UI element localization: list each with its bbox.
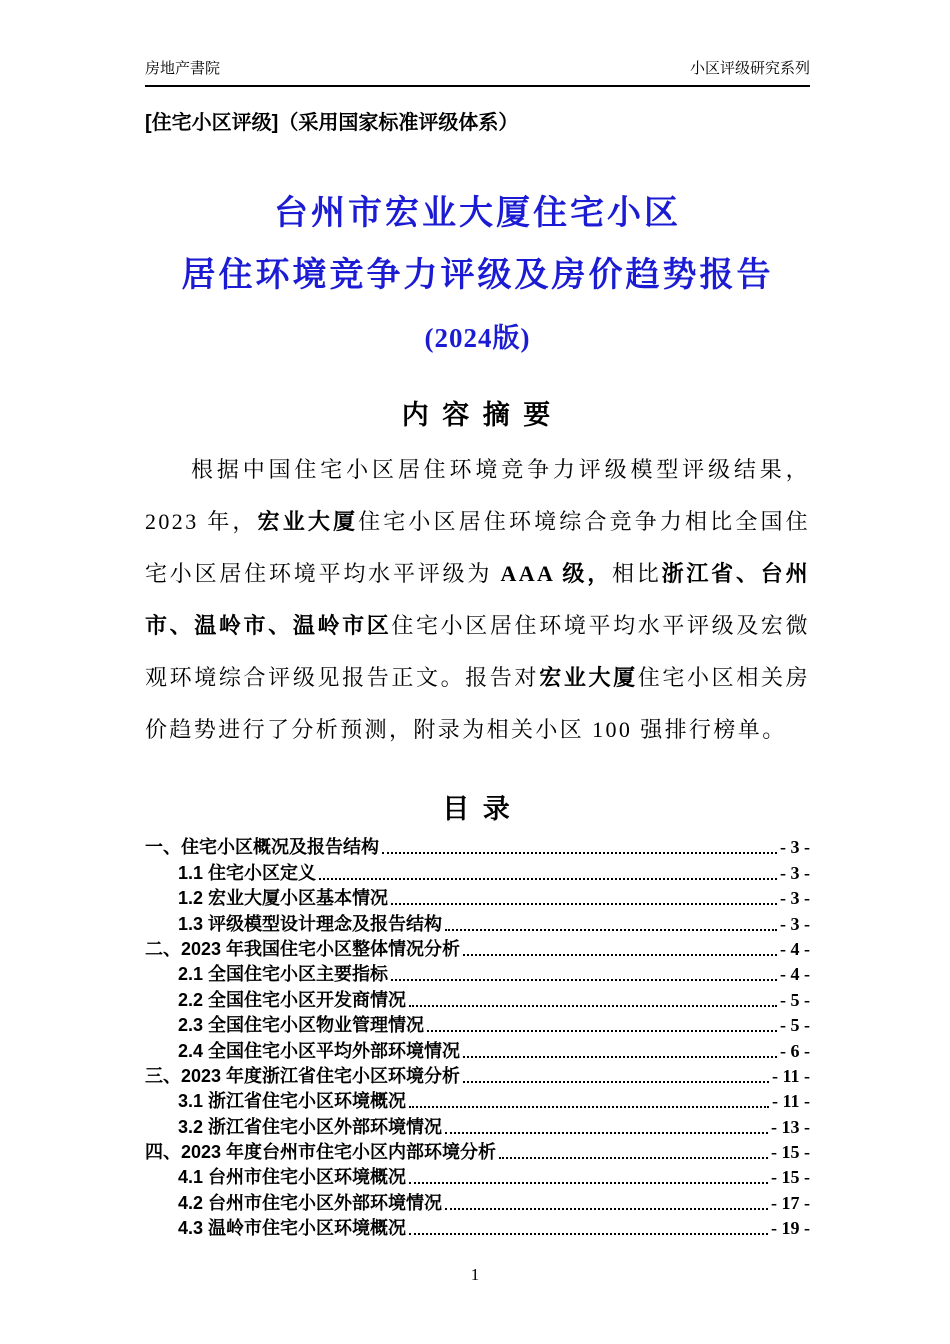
- toc-entry-label: 1.1 住宅小区定义: [178, 862, 317, 883]
- toc-entry-page: - 17 -: [771, 1192, 810, 1213]
- toc-entry[interactable]: [145, 1139, 810, 1164]
- toc-entry[interactable]: [145, 1113, 810, 1138]
- toc-entry-label: 4.2 台州市住宅小区外部环境情况: [178, 1192, 443, 1213]
- summary-segment: 住宅小区居住环境综合竞争力相比全国住宅小区居住环境平均水平评级为: [145, 509, 811, 586]
- toc-entry-label: 4.1 台州市住宅小区环境概况: [178, 1167, 407, 1188]
- toc-entry-label: 四、2023 年度台州市住宅小区内部环境分析: [145, 1142, 497, 1163]
- toc-entry-label: 4.3 温岭市住宅小区环境概况: [178, 1218, 407, 1239]
- toc-entry-page: - 13 -: [771, 1116, 810, 1137]
- report-edition: (2024版): [424, 323, 531, 353]
- rating-system-note: [住宅小区评级]（采用国家标准评级体系）: [145, 112, 519, 134]
- toc-entry-page: - 15 -: [771, 1142, 810, 1163]
- toc-entry[interactable]: [145, 1012, 810, 1037]
- toc-entry[interactable]: [145, 986, 810, 1011]
- summary-segment: 相比: [612, 561, 662, 586]
- toc-entry-page: - 5 -: [780, 1015, 810, 1036]
- toc-dot-leader: [391, 903, 777, 905]
- toc-entry-page: - 3 -: [780, 913, 810, 934]
- page-number: 1: [470, 1265, 480, 1284]
- toc-dot-leader: [445, 929, 777, 931]
- toc-entry-label: 一、住宅小区概况及报告结构: [145, 837, 379, 858]
- toc-entry-label: 3.1 浙江省住宅小区环境概况: [178, 1091, 407, 1112]
- toc-entry-page: - 3 -: [780, 862, 810, 883]
- toc-dot-leader: [463, 1056, 777, 1058]
- toc-entry-page: - 4 -: [780, 938, 810, 959]
- header-series-right: 小区评级研究系列: [689, 60, 810, 77]
- toc-entry-label: 三、2023 年度浙江省住宅小区环境分析: [145, 1065, 461, 1086]
- toc-entry-label: 2.3 全国住宅小区物业管理情况: [178, 1015, 425, 1036]
- toc-entry[interactable]: [145, 1164, 810, 1189]
- toc-entry[interactable]: [145, 859, 810, 884]
- toc-entry-label: 2.2 全国住宅小区开发商情况: [178, 989, 407, 1010]
- toc-dot-leader: [445, 1208, 768, 1210]
- toc-entry[interactable]: [145, 885, 810, 910]
- toc-entry[interactable]: [145, 1215, 810, 1240]
- toc-entry[interactable]: [145, 1063, 810, 1088]
- summary-segment: 住宅小区相关房价趋势进行了分析预测，附录为相关小区 100 强排行榜单。: [145, 665, 810, 742]
- toc-dot-leader: [463, 1081, 769, 1083]
- summary-segment: 根据中国住宅小区居住环境竞争力评级模型评级结果，2023 年，: [145, 457, 810, 534]
- toc-dot-leader: [409, 1005, 777, 1007]
- toc-heading: 目 录: [442, 794, 513, 824]
- toc-entry[interactable]: [145, 1088, 810, 1113]
- toc-entry-page: - 19 -: [771, 1218, 810, 1239]
- toc-entry-label: 2.4 全国住宅小区平均外部环境情况: [178, 1040, 461, 1061]
- toc-entry[interactable]: [145, 936, 810, 961]
- table-of-contents: [145, 834, 810, 1240]
- toc-entry-label: 3.2 浙江省住宅小区外部环境情况: [178, 1116, 443, 1137]
- toc-entry-label: 2.1 全国住宅小区主要指标: [178, 964, 389, 985]
- toc-entry[interactable]: [145, 834, 810, 859]
- toc-dot-leader: [409, 1182, 768, 1184]
- report-title-line1: 台州市宏业大厦住宅小区: [274, 195, 681, 232]
- toc-dot-leader: [445, 1132, 768, 1134]
- toc-entry-page: - 5 -: [780, 989, 810, 1010]
- summary-segment: 住宅小区居住环境平均水平评级及宏微观环境综合评级见报告正文。报告对: [145, 613, 810, 690]
- summary-bold-segment: 宏业大厦: [539, 665, 638, 690]
- header-series-left: 房地产書院: [145, 60, 221, 77]
- toc-entry-label: 1.2 宏业大厦小区基本情况: [178, 888, 389, 909]
- toc-entry-page: - 6 -: [780, 1040, 810, 1061]
- toc-dot-leader: [427, 1030, 777, 1032]
- toc-entry[interactable]: [145, 910, 810, 935]
- summary-bold-segment: 浙江省、台州市、温岭市、温岭市区: [145, 561, 810, 638]
- toc-entry-page: - 11 -: [772, 1065, 810, 1086]
- toc-entry-page: - 11 -: [772, 1091, 810, 1112]
- toc-entry-page: - 3 -: [780, 837, 810, 858]
- toc-entry-page: - 4 -: [780, 964, 810, 985]
- toc-entry-page: - 15 -: [771, 1167, 810, 1188]
- toc-entry[interactable]: [145, 1189, 810, 1214]
- toc-dot-leader: [391, 979, 777, 981]
- toc-entry-page: - 3 -: [780, 888, 810, 909]
- toc-dot-leader: [409, 1233, 768, 1235]
- summary-bold-segment: AAA 级，: [500, 561, 612, 586]
- toc-dot-leader: [382, 852, 777, 854]
- summary-paragraph: [145, 444, 810, 756]
- toc-entry[interactable]: [145, 1037, 810, 1062]
- toc-dot-leader: [499, 1157, 768, 1159]
- summary-heading: 内 容 摘 要: [401, 400, 554, 430]
- summary-bold-segment: 宏业大厦: [257, 509, 359, 534]
- toc-entry-label: 二、2023 年我国住宅小区整体情况分析: [145, 938, 461, 959]
- title-block: [145, 192, 810, 356]
- toc-entry[interactable]: [145, 961, 810, 986]
- toc-dot-leader: [319, 878, 777, 880]
- toc-dot-leader: [409, 1106, 769, 1108]
- page-header: [145, 0, 810, 87]
- report-title-line2: 居住环境竞争力评级及房价趋势报告: [181, 257, 774, 294]
- toc-dot-leader: [463, 954, 777, 956]
- toc-entry-label: 1.3 评级模型设计理念及报告结构: [178, 913, 443, 934]
